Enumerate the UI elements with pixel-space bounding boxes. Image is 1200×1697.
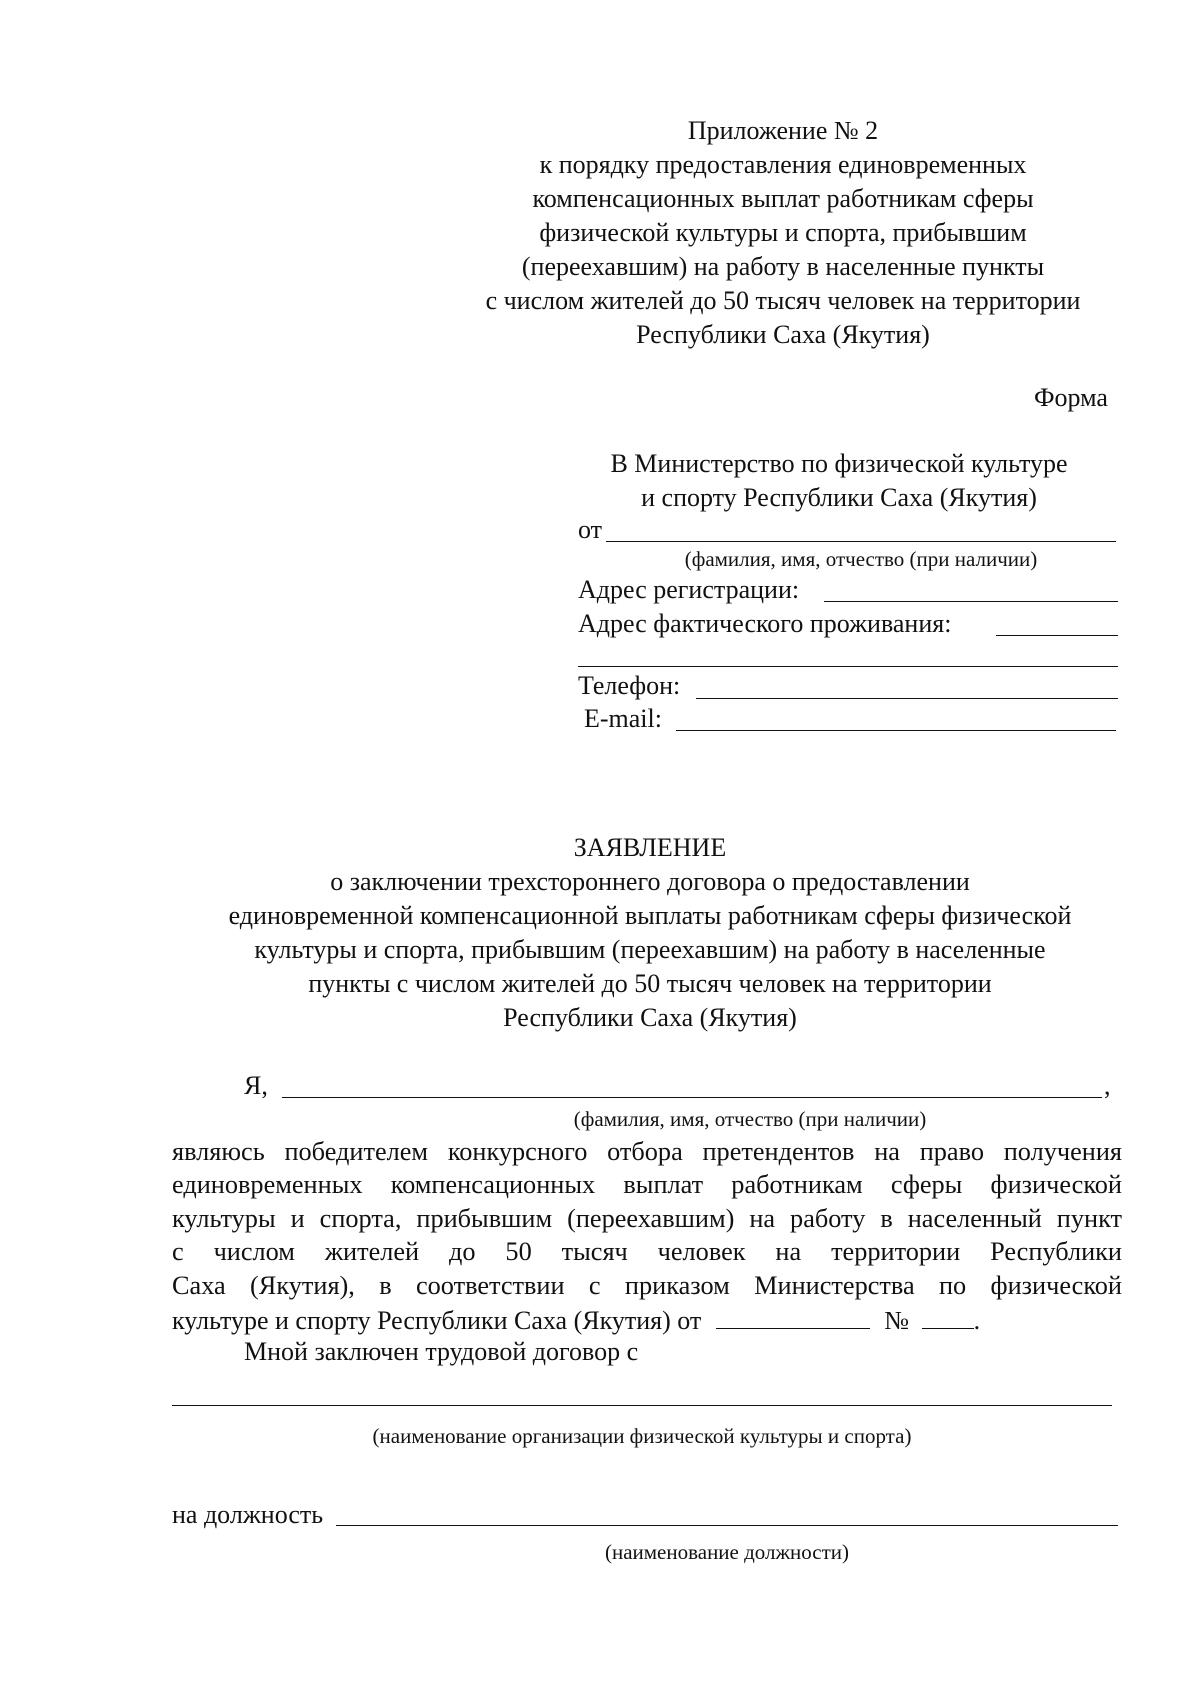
paragraph-line: с числом жителей до 50 тысяч человек на территории Республики xyxy=(172,1237,1122,1266)
actual-address-label: Адрес фактического проживания: xyxy=(578,609,952,638)
applicant-fio-field[interactable] xyxy=(282,1097,1102,1098)
order-date-field[interactable] xyxy=(716,1302,870,1329)
period: . xyxy=(973,1306,981,1335)
actual-address-field-continued[interactable] xyxy=(578,666,1118,667)
fio-hint: (фамилия, имя, отчество (при наличии) xyxy=(573,1107,927,1131)
position-label: на должность xyxy=(172,1500,324,1529)
appendix-line: с числом жителей до 50 тысяч человек на территории xyxy=(485,286,1081,315)
fio-hint: (фамилия, имя, отчество (при наличии) xyxy=(684,547,1038,571)
organization-field[interactable] xyxy=(172,1405,1112,1406)
statement-subtitle-line: о заключении трехстороннего договора о предоставлении xyxy=(330,867,970,896)
reg-address-label: Адрес регистрации: xyxy=(578,575,800,604)
appendix-title: Приложение № 2 xyxy=(687,116,879,145)
phone-field[interactable] xyxy=(696,698,1118,699)
order-line-text: культуре и спорту Республики Саха (Якутия) от xyxy=(172,1306,702,1335)
statement-subtitle-line: культуры и спорта, прибывшим (переехавшим) на работу в населенные xyxy=(254,935,1046,964)
appendix-line: Республики Саха (Якутия) xyxy=(636,320,930,349)
phone-label: Телефон: xyxy=(578,671,681,700)
actual-address-field[interactable] xyxy=(996,635,1118,636)
statement-subtitle-line: пункты с числом жителей до 50 тысяч человек на территории xyxy=(308,969,992,998)
addressee-line: В Министерство по физической культуре xyxy=(610,449,1068,478)
position-hint: (наименование должности) xyxy=(604,1540,850,1564)
paragraph-line: культуры и спорта, прибывшим (переехавшим) на работу в населенный пункт xyxy=(172,1204,1122,1233)
appendix-line: компенсационных выплат работникам сферы xyxy=(532,184,1034,213)
paragraph-line: Саха (Якутия), в соответствии с приказом Министерства по физической xyxy=(172,1271,1122,1300)
org-hint: (наименование организации физической культуры и спорта) xyxy=(372,1424,912,1448)
form-label: Форма xyxy=(1034,383,1108,412)
contract-line: Мной заключен трудовой договор с xyxy=(244,1337,639,1366)
reg-address-field[interactable] xyxy=(824,601,1118,602)
statement-title: ЗАЯВЛЕНИЕ xyxy=(573,833,727,862)
from-label: от xyxy=(578,515,603,544)
order-line xyxy=(172,1302,980,1337)
position-field[interactable] xyxy=(336,1525,1118,1526)
appendix-line: (переехавшим) на работу в населенные пункты xyxy=(521,252,1045,281)
order-number-field[interactable] xyxy=(922,1302,974,1329)
statement-subtitle-line: единовременной компенсационной выплаты работникам сферы физической xyxy=(228,901,1072,930)
appendix-line: к порядку предоставления единовременных xyxy=(539,150,1027,179)
paragraph-line: являюсь победителем конкурсного отбора претендентов на право получения xyxy=(172,1137,1122,1166)
email-field[interactable] xyxy=(676,730,1116,731)
paragraph-line: единовременных компенсационных выплат работникам сферы физической xyxy=(172,1170,1122,1199)
i-label: Я, xyxy=(244,1071,268,1100)
comma: , xyxy=(1104,1071,1111,1100)
from-fio-field[interactable] xyxy=(606,541,1116,542)
appendix-line: физической культуры и спорта, прибывшим xyxy=(539,218,1027,247)
addressee-line: и спорту Республики Саха (Якутия) xyxy=(641,483,1037,512)
statement-subtitle-line: Республики Саха (Якутия) xyxy=(503,1003,797,1032)
number-sign: № xyxy=(884,1306,910,1335)
email-label: E-mail: xyxy=(584,704,662,733)
